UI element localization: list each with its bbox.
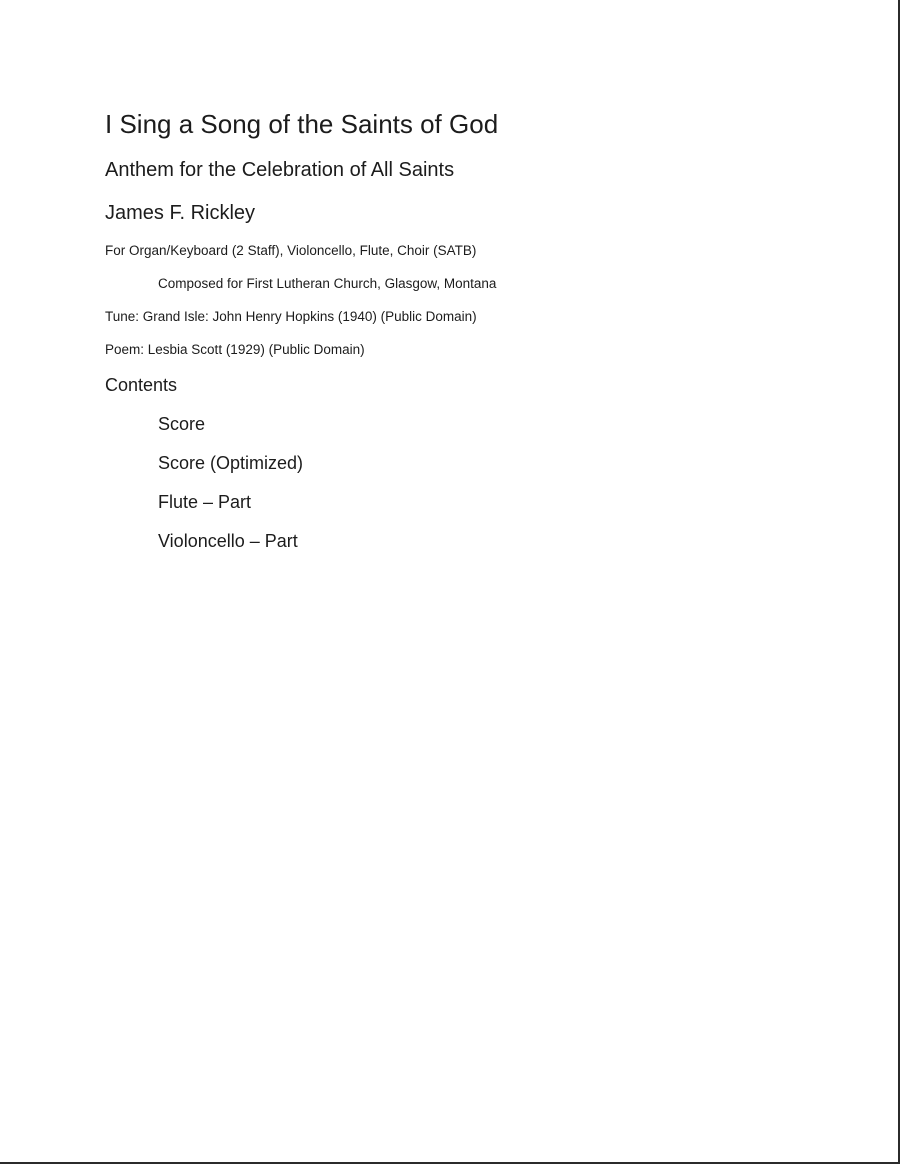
tune-credit: Tune: Grand Isle: John Henry Hopkins (1940) (Public Domain)	[105, 309, 477, 324]
contents-item-score-optimized: Score (Optimized)	[158, 453, 304, 473]
contents-list	[158, 415, 303, 571]
instrumentation-line: For Organ/Keyboard (2 Staff), Violoncello, Flute, Choir (SATB)	[105, 243, 477, 258]
contents-item-flute-part: Flute – Part	[158, 492, 252, 512]
contents-item-violoncello-part: Violoncello – Part	[158, 531, 298, 551]
contents-item-score: Score	[158, 414, 206, 434]
document-subtitle: Anthem for the Celebration of All Saints	[105, 159, 455, 181]
poem-credit: Poem: Lesbia Scott (1929) (Public Domain)	[105, 342, 365, 357]
composer-name: James F. Rickley	[105, 202, 256, 224]
contents-heading: Contents	[105, 375, 178, 395]
dedication-line: Composed for First Lutheran Church, Glasgow, Montana	[158, 276, 497, 291]
document-title: I Sing a Song of the Saints of God	[105, 109, 499, 139]
